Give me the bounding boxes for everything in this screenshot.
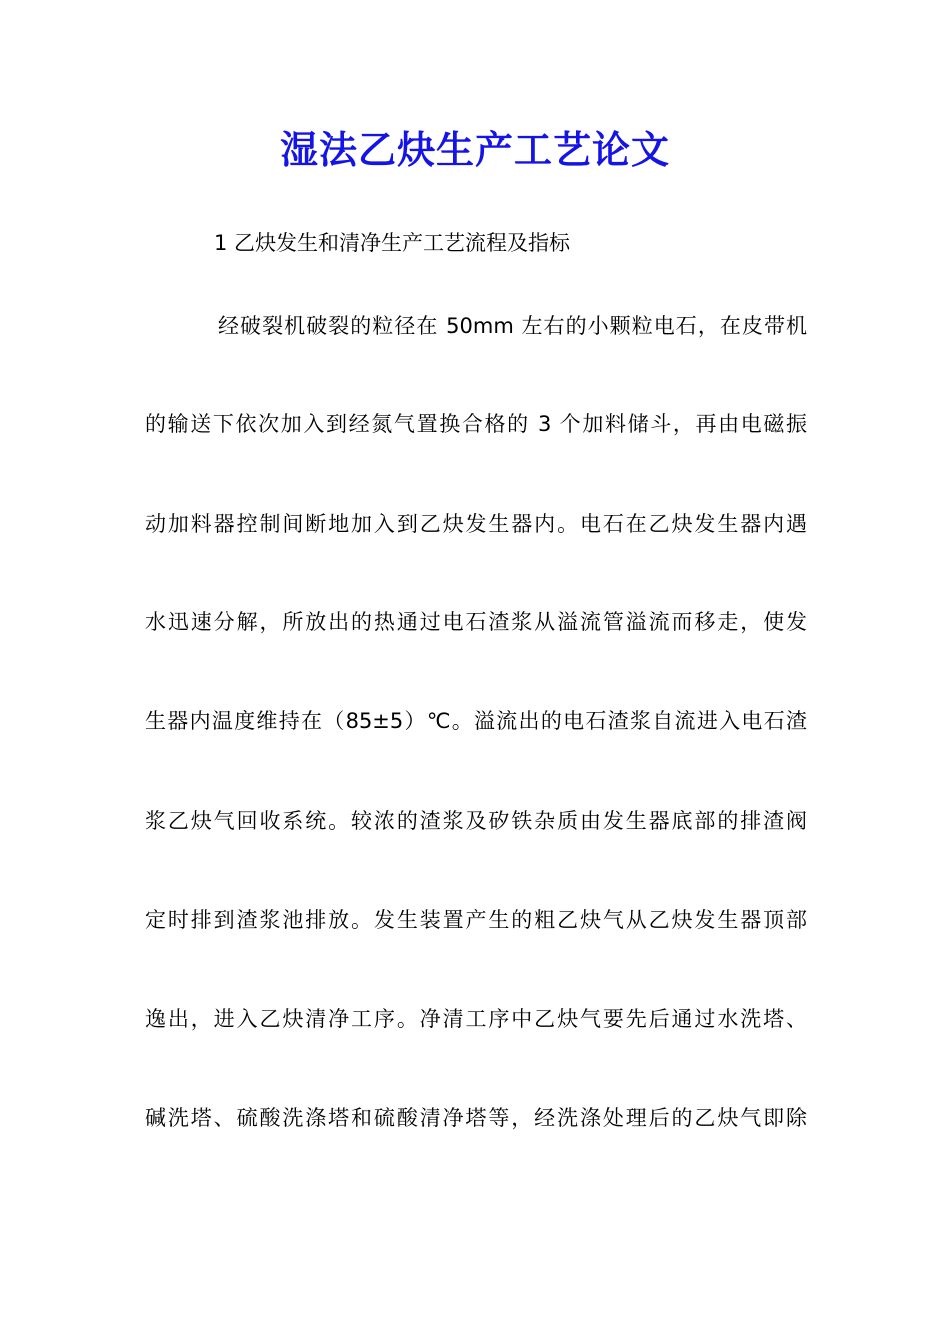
paragraph-line: 生器内温度维持在（85±5）℃。溢流出的电石渣浆自流进入电石渣 — [145, 709, 807, 733]
section-heading: 1 乙炔发生和清净生产工艺流程及指标 — [214, 231, 571, 255]
paragraph-line: 的输送下依次加入到经氮气置换合格的 3 个加料储斗，再由电磁振 — [145, 412, 807, 436]
paragraph-line: 水迅速分解，所放出的热通过电石渣浆从溢流管溢流而移走，使发 — [145, 610, 807, 634]
paragraph-line: 动加料器控制间断地加入到乙炔发生器内。电石在乙炔发生器内遇 — [145, 512, 807, 536]
paragraph-line: 经破裂机破裂的粒径在 50mm 左右的小颗粒电石，在皮带机 — [218, 314, 807, 338]
paragraph-line: 逸出，进入乙炔清净工序。净清工序中乙炔气要先后通过水洗塔、 — [145, 1007, 807, 1031]
document-title: 湿法乙炔生产工艺论文 — [279, 127, 670, 172]
paragraph-line: 定时排到渣浆池排放。发生装置产生的粗乙炔气从乙炔发生器顶部 — [145, 908, 807, 932]
paragraph-line: 碱洗塔、硫酸洗涤塔和硫酸清净塔等，经洗涤处理后的乙炔气即除 — [145, 1106, 807, 1130]
paragraph-line: 浆乙炔气回收系统。较浓的渣浆及矽铁杂质由发生器底部的排渣阀 — [145, 809, 807, 833]
